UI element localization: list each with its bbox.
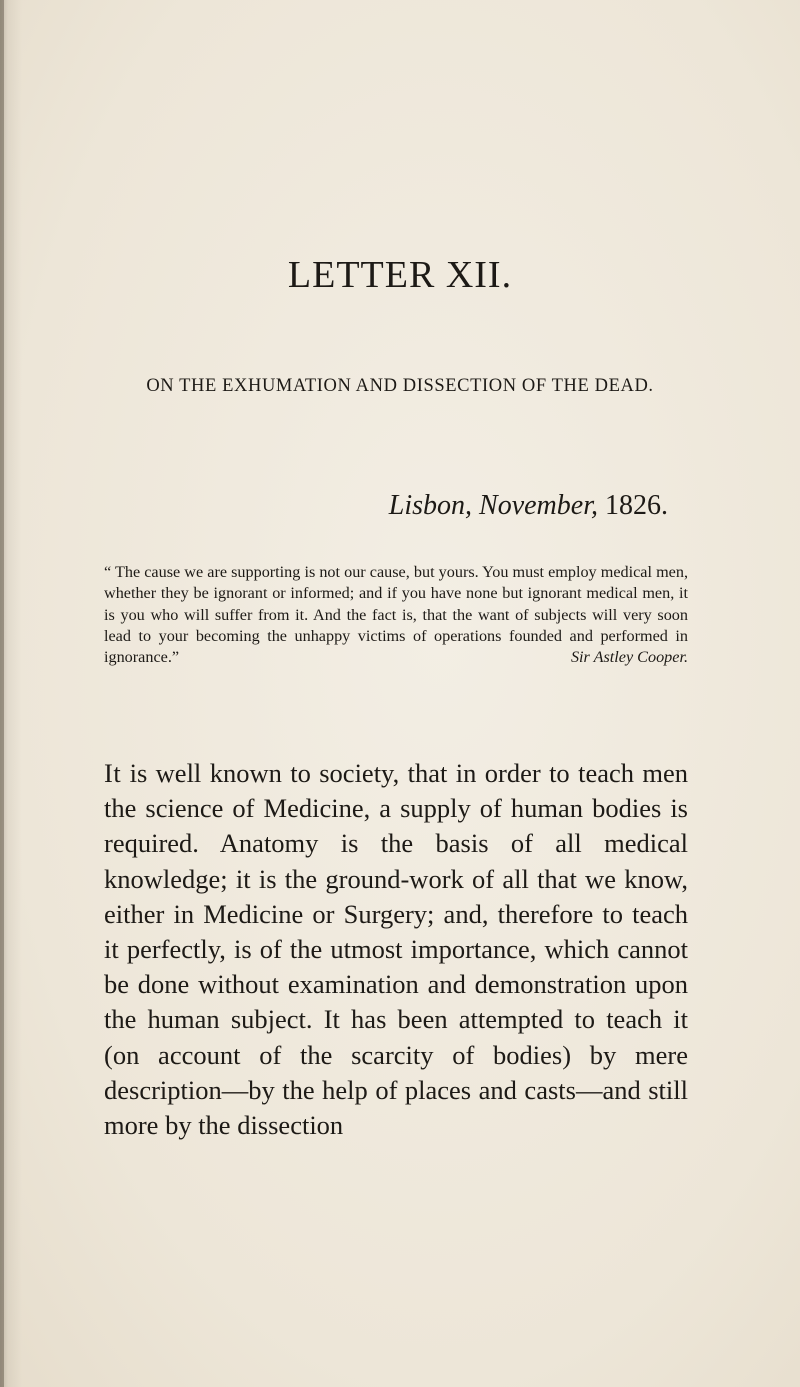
- epigraph-text: “ The cause we are supporting is not our cause, but yours. You must employ medical men, whether they be ignorant or informed; and if you have none but ignorant medical men, it is you who will suffer from it. And the fact is, that the want of subjects will very soon lead to your becoming the unhappy victims of operations founded and performed in ignorance.”: [104, 563, 688, 667]
- dateline-place-date: Lisbon, November,: [388, 490, 598, 521]
- letter-title: LETTER XII.: [287, 254, 513, 296]
- opening-word: It: [104, 758, 122, 788]
- body-paragraph-text: is well known to society, that in order to teach men the science of Medicine, a supply of human bodies is required. Anatomy is the basis of all medical knowledge; it is the ground-work of all that we know, either in Medicine or Surgery; and, therefore to teach it perfectly, is of the utmost importance, which cannot be done without examination and demonstration upon the human subject. It has been attempted to teach it (on account of the scarcity of bodies) by mere description—by the help of places and casts—and still more by the dissection: [104, 758, 688, 1141]
- letter-subtitle: ON THE EXHUMATION AND DISSECTION OF THE DEAD.: [146, 376, 654, 396]
- epigraph-attribution: Sir Astley Cooper.: [570, 648, 688, 667]
- epigraph: [104, 562, 688, 668]
- dateline-year: 1826.: [605, 490, 668, 521]
- dateline: [0, 492, 668, 520]
- body-paragraph: [104, 756, 688, 1143]
- page-edge-shadow: [0, 0, 4, 1387]
